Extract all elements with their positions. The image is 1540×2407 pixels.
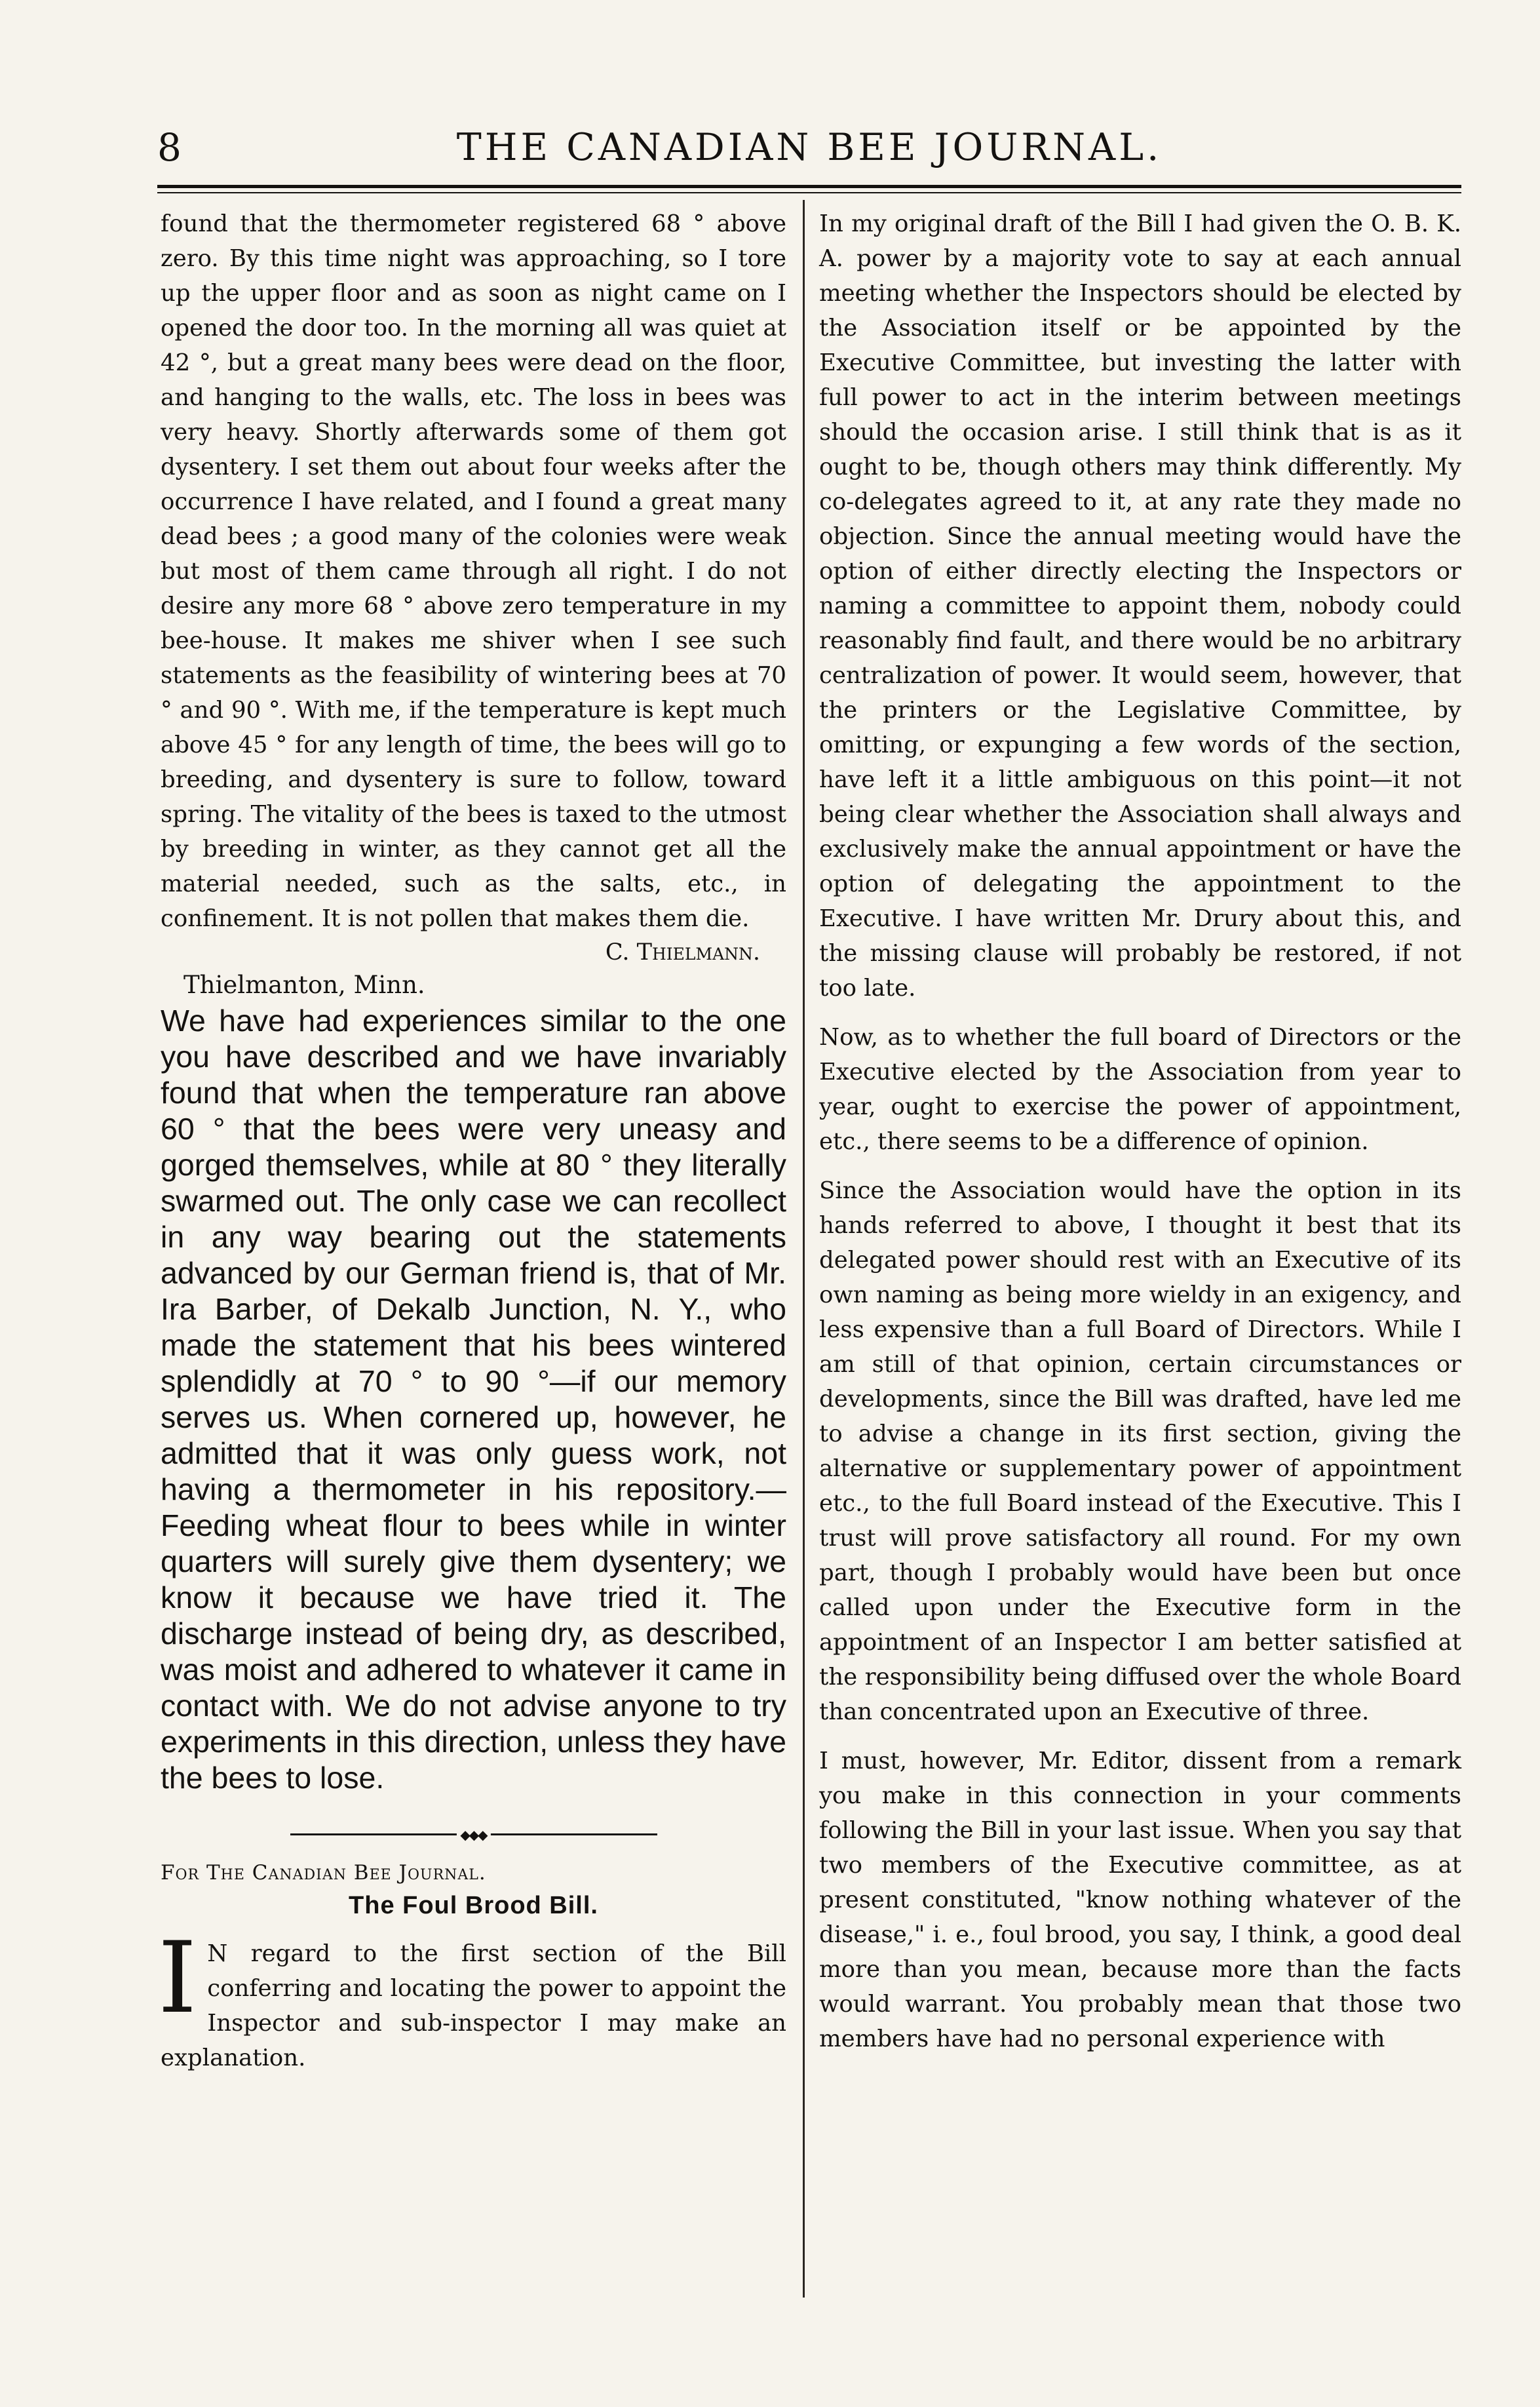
header-rule-thin [157,192,1461,193]
article-title: The Foul Brood Bill. [349,1892,598,1919]
article-opening-paragraph [158,1921,786,2075]
paragraph: In my original draft of the Bill I had given the O. B. K. A. power by a majority vote to say at each annual meeting whether the Inspectors should be elected by the Association itself or be appointed by the Executive Committee, but investing the latter with full power to act in the interim between meetings should the occasion arise. I still think that is as it ought to be, though others may think differently. My co-delegates agreed to it, at any rate they made no objection. Since the annual meeting would have the option of either directly electing the Inspectors or naming a committee to appoint them, nobody could reasonably find fault, and there would be no arbitrary centralization of power. It would seem, however, that the printers or the Legislative Committee, by omitting, or expunging a few words of the section, have left it a little ambiguous on this point—it not being clear whether the Association shall always and exclusively make the annual appointment or have the option of delegating the appointment to the Executive. I have written Mr. Drury about this, and the missing clause will probably be restored, if not too late. [819,210,1461,1002]
paragraph: Since the Association would have the option in its hands referred to above, I thought it best that its delegated power should rest with an Executive of its own naming as being more wieldy in an exigency, and less expensive than a full Board of Directors. While I am still of that opinion, certain circumstances or developments, since the Bill was drafted, have led me to advise a change in its first section, giving the alternative or supplementary power of appointment etc., to the full Board instead of the Executive. This I trust will prove satisfactory all round. For my own part, though I probably would have been but once called upon under the Executive form in the appointment of an Inspector I am better satisfied at the responsibility being diffused over the whole Board than concentrated upon an Executive of three. [819,1177,1461,1725]
ornament-icon: ◆◆◆ [456,1828,490,1841]
letter-text: found that the thermometer registered 68 ° above zero. By this time night was approaching, so I tore up the upper floor and as soon as night came on I opened the door too. In the morning all was quiet at 42 °, but a great many bees were dead on the floor, and hanging to the walls, etc. The loss in bees was very heavy. Shortly afterwards some of them got dysentery. I set them out about four weeks after the occurrence I have related, and I found a great many dead bees ; a good many of the colonies were weak but most of them came through all right. I do not desire any more 68 ° above zero temperature in my bee-house. It makes me shiver when I see such statements as the feasibility of wintering bees at 70 ° and 90 °. With me, if the temperature is kept much above 45 ° for any length of time, the bees will go to breeding, and dysentery is sure to follow, toward spring. The vitality of the bees is taxed to the utmost by breeding in winter, as they cannot get all the material needed, such as the salts, etc., in confinement. It is not pollen that makes them die. [161,210,786,932]
drop-cap: I [158,1921,197,2035]
article-byline: For The Canadian Bee Journal. [161,1861,486,1885]
letter-signature: C. Thielmann. [605,939,760,966]
header-rule-thick [157,185,1461,188]
page-number: 8 [157,125,182,170]
column-divider [803,200,805,2298]
journal-title: THE CANADIAN BEE JOURNAL. [456,126,1163,169]
article-opening: N regard to the first section of the Bill conferring and locating the power to appoint the Inspector and sub-inspector I may make an explanation. [161,1940,786,2071]
paragraph: Now, as to whether the full board of Directors or the Executive elected by the Association from year to year, ought to exercise the power of appointment, etc., there seems to be a difference of opinion. [819,1024,1461,1155]
right-column [819,206,1461,2071]
paragraph: I must, however, Mr. Editor, dissent from a remark you make in this connection in your comments following the Bill in your last issue. When you say that two members of the Executive committee, as at present constituted, "know nothing whatever of the disease," i. e., foul brood, you say, I think, a good deal more than you mean, because more than the facts would warrant. You probably mean that those two members have had no personal experience with [819,1748,1461,2052]
editor-note: We have had experiences similar to the one you have described and we have invariably found that when the temperature ran above 60 ° that the bees were very uneasy and gorged themselves, while at 80 ° they literally swarmed out. The only case we can recollect in any way bearing out the statements advanced by our German friend is, that of Mr. Ira Barber, of Dekalb Junction, N. Y., who made the statement that his bees wintered splendidly at 70 ° to 90 °—if our memory serves us. When cornered up, however, he admitted that it was only guess work, not having a thermometer in his repository.—Feeding wheat flour to bees while in winter quarters will surely give them dysentery; we know it because we have tried it. The discharge instead of being dry, as described, was moist and adhered to whatever it came in contact with. We do not advise anyone to try experiments in this direction, unless they have the bees to lose. [161,1004,786,1795]
left-column [158,206,786,2075]
page-header [157,125,1461,184]
letter-place: Thielmanton, Minn. [183,971,425,999]
ornamental-divider [290,1828,657,1841]
